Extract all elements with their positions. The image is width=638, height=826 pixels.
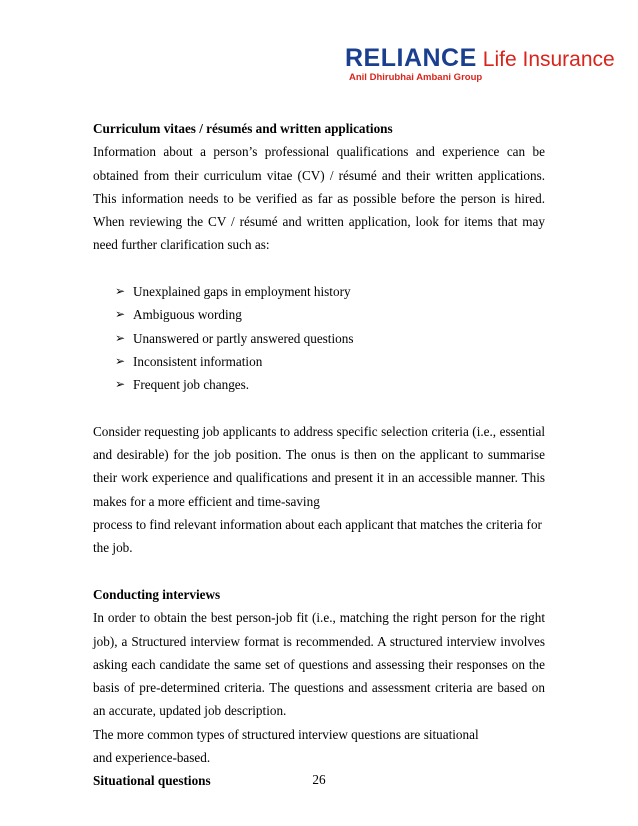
interviews-paragraph: In order to obtain the best person-job fit (i.e., matching the right person for the right job), a Structured interview format is recommended. A structured interview involves asking each candidate the same set of questions and assessing their responses on the basis of pre-determined criteria. The questions and assessment criteria are based on an accurate, updated job description. — [93, 610, 545, 719]
arrow-bullet-icon: ➢ — [115, 330, 126, 345]
section-heading-interviews: Conducting interviews — [93, 586, 221, 602]
interviews-line-1: The more common types of structured interview questions are situational — [93, 726, 479, 742]
logo-brand: RELIANCE — [345, 44, 477, 72]
list-item: ➢ Frequent job changes. — [115, 373, 545, 396]
interviews-line-2: and experience-based. — [93, 750, 211, 766]
arrow-bullet-icon: ➢ — [115, 307, 126, 322]
logo-group: Anil Dhirubhai Ambani Group — [349, 72, 483, 83]
logo-subtitle: Life Insurance — [482, 48, 615, 71]
list-item: ➢ Ambiguous wording — [115, 303, 545, 326]
list-item: ➢ Inconsistent information — [115, 350, 545, 373]
list-item: ➢ Unexplained gaps in employment history — [115, 280, 545, 303]
arrow-bullet-icon: ➢ — [115, 353, 126, 368]
arrow-bullet-icon: ➢ — [115, 284, 126, 299]
list-item: ➢ Unanswered or partly answered questions — [115, 327, 545, 350]
cv-paragraph: Information about a person’s professional qualifications and experience can be obtained from their curriculum vitae (CV) / résumé and their written applications. This information needs to be verified as far as possible before the person is hired. When reviewing the CV / résumé and written application, look for items that may need further clarification such as: — [93, 144, 545, 253]
clarification-list — [93, 280, 545, 396]
criteria-paragraph: Consider requesting job applicants to address specific selection criteria (i.e., essential and desirable) for the job position. The onus is then on the applicant to summarise their work experience and qualifications and present it in an accessible manner. This makes for a more efficient and time-saving — [93, 423, 545, 509]
section-heading-cv: Curriculum vitaes / résumés and written applications — [93, 121, 393, 136]
arrow-bullet-icon: ➢ — [115, 377, 126, 392]
document-body — [93, 117, 545, 793]
page-number: 26 — [312, 772, 326, 787]
company-logo — [345, 44, 615, 86]
section-heading-situational: Situational questions — [93, 773, 211, 789]
criteria-paragraph-cont: process to find relevant information about each applicant that matches the criteria for the job. — [93, 517, 542, 556]
